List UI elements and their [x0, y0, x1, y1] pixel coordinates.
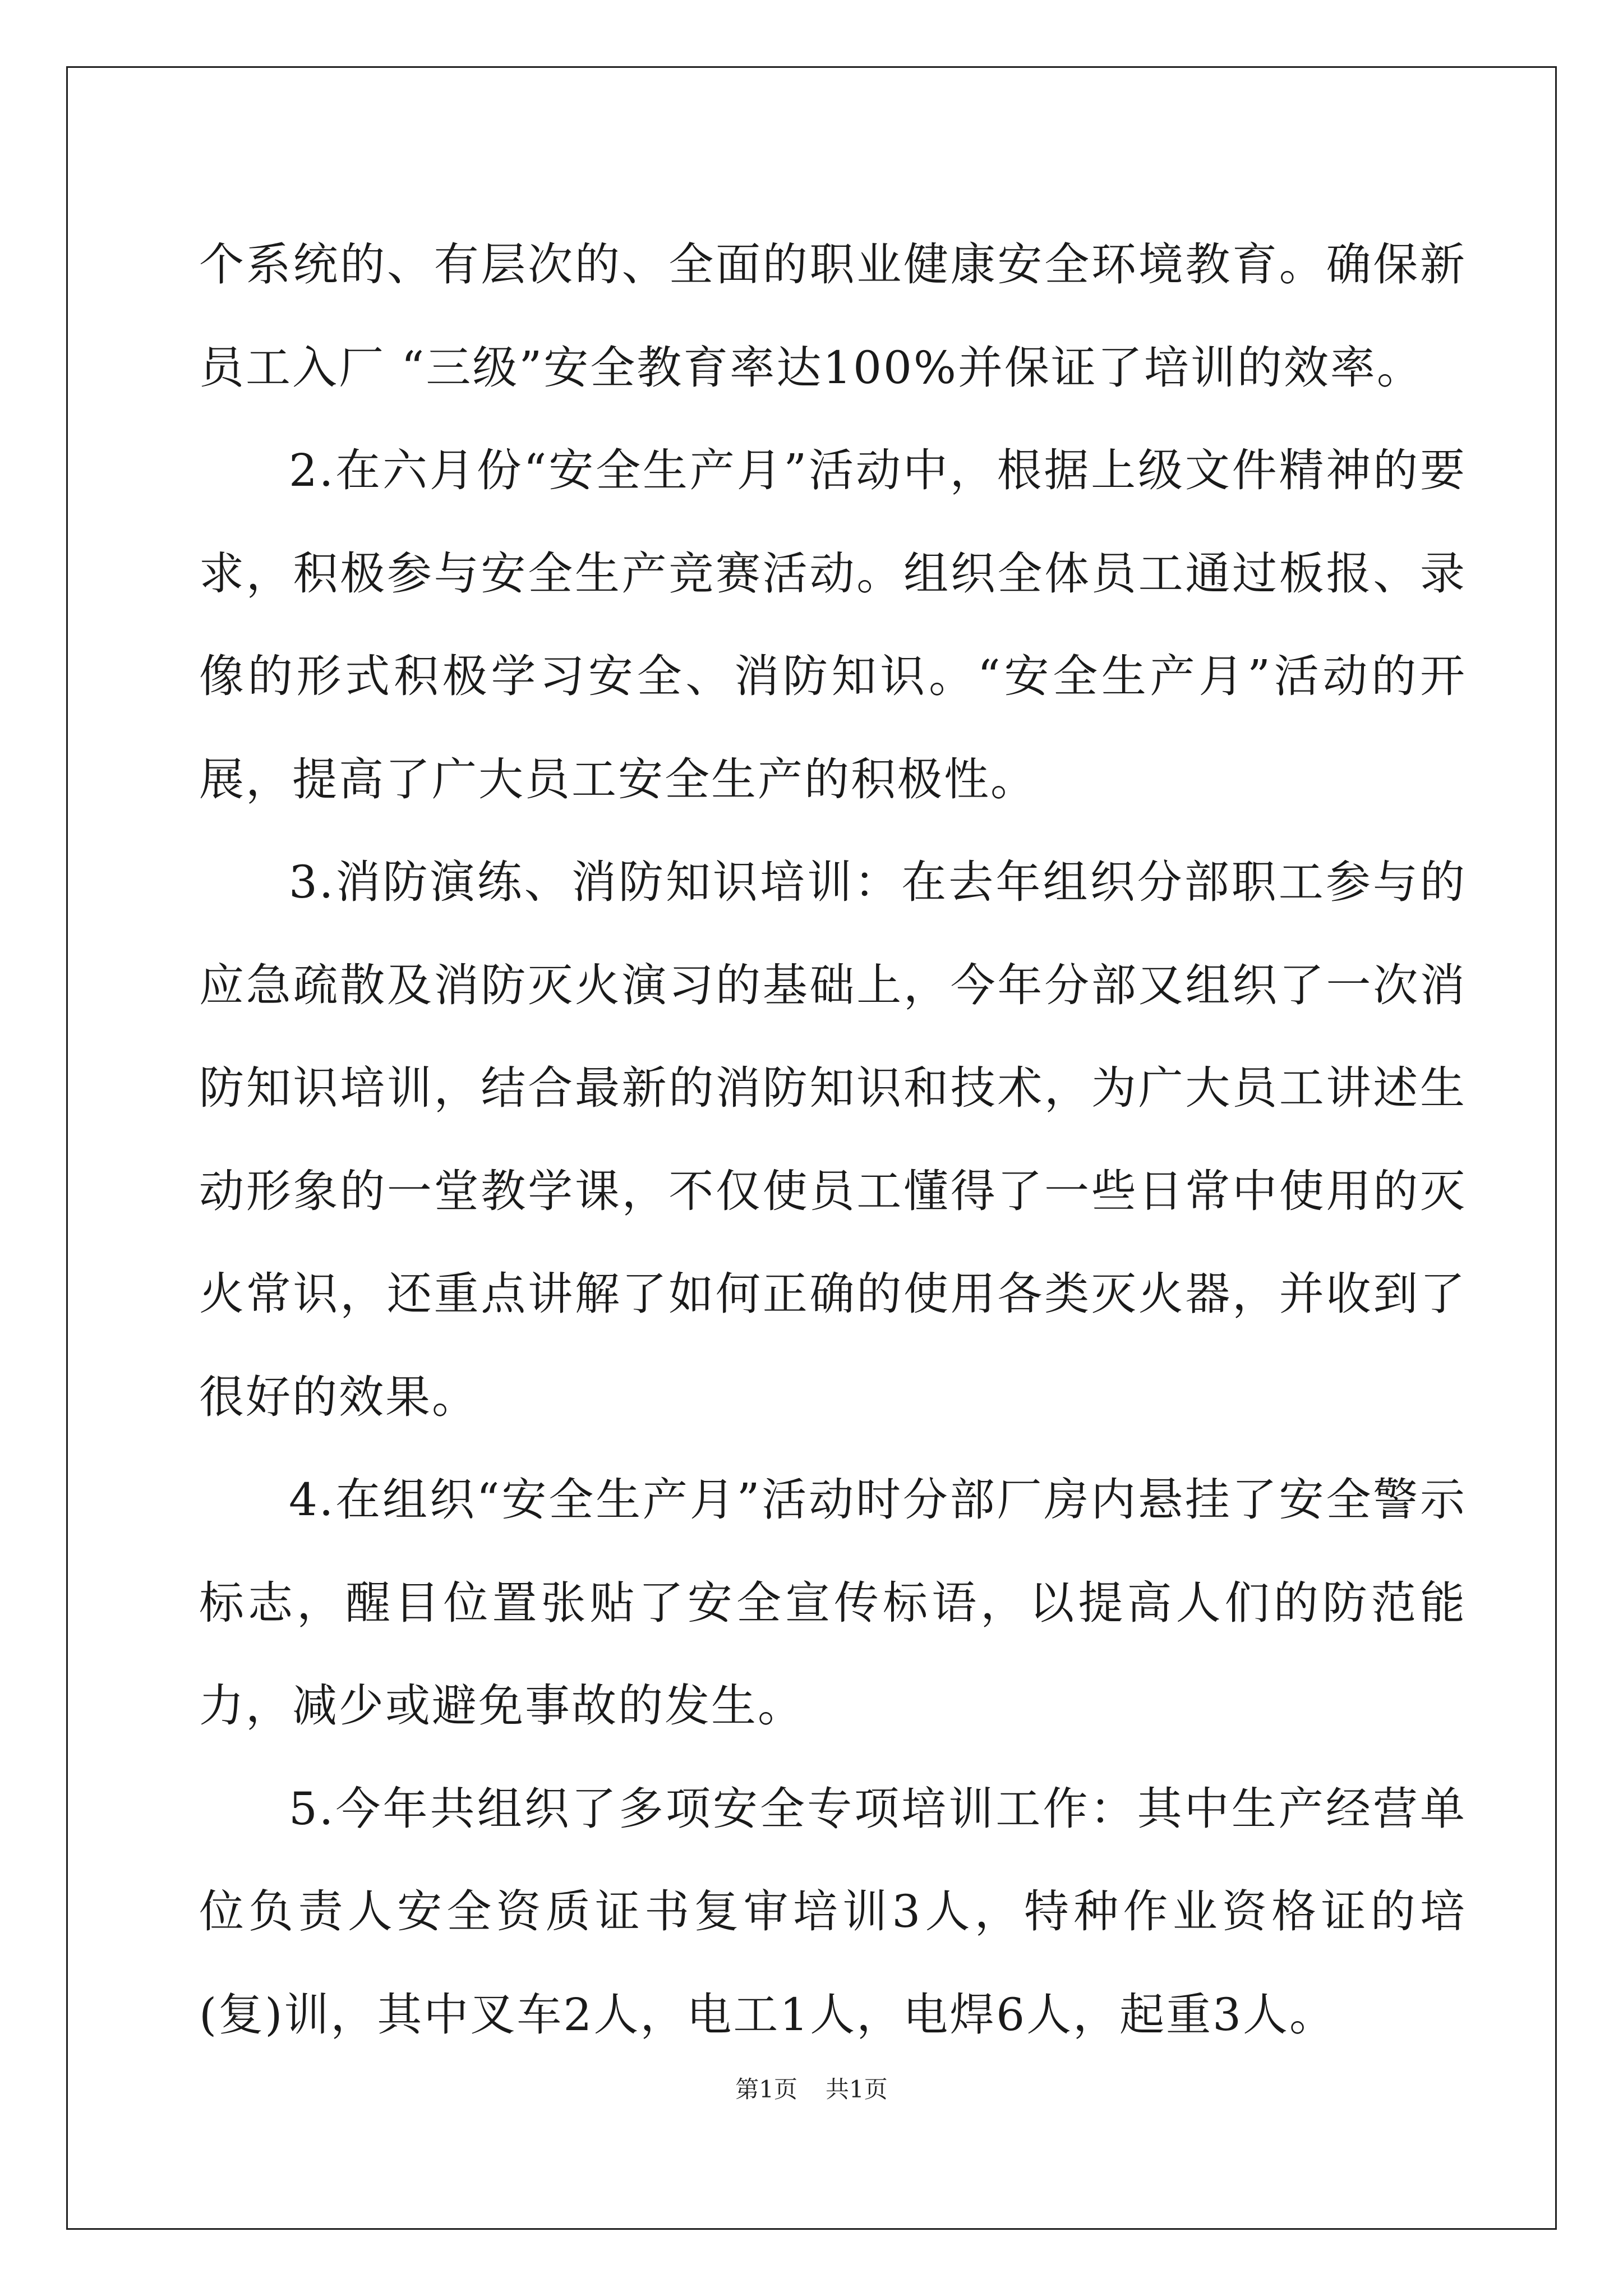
page-number: 第1页 [735, 2076, 797, 2103]
paragraph-5: 5.今年共组织了多项安全专项培训工作：其中生产经营单位负责人安全资质证书复审培训3人，特种作业资格证的培(复)训，其中叉车2人，电工1人，电焊6人，起重3人。 [199, 1782, 1467, 2041]
page-footer [0, 2073, 1623, 2106]
page-total: 共1页 [826, 2076, 888, 2103]
paragraph-1: 个系统的、有层次的、全面的职业健康安全环境教育。确保新员工入厂 “三级”安全教育率达100%并保证了培训的效率。 [199, 238, 1467, 394]
document-body [199, 213, 1467, 2066]
paragraph-4: 4.在组织“安全生产月”活动时分部厂房内悬挂了安全警示标志，醒目位置张贴了安全宣传标语，以提高人们的防范能力，减少或避免事故的发生。 [199, 1474, 1467, 1732]
paragraph-3: 3.消防演练、消防知识培训：在去年组织分部职工参与的应急疏散及消防灭火演习的基础上，今年分部又组织了一次消防知识培训，结合最新的消防知识和技术，为广大员工讲述生动形象的一堂教学课，不仅使员工懂得了一些日常中使用的灭火常识，还重点讲解了如何正确的使用各类灭火器，并收到了很好的效果。 [199, 856, 1467, 1423]
paragraph-2: 2.在六月份“安全生产月”活动中，根据上级文件精神的要求，积极参与安全生产竞赛活动。组织全体员工通过板报、录像的形式积极学习安全、消防知识。“安全生产月”活动的开展，提高了广大员工安全生产的积极性。 [199, 444, 1467, 806]
